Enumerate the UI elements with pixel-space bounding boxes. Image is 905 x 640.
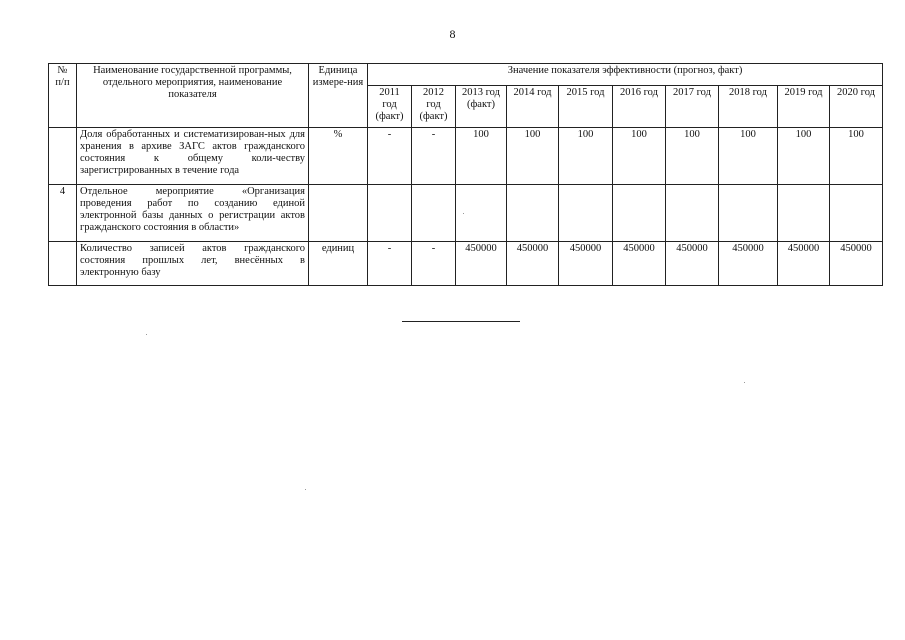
header-year: 2018 год	[719, 86, 778, 128]
row-num	[49, 242, 77, 286]
end-of-table-rule	[402, 321, 520, 322]
row-value: -	[412, 128, 456, 185]
row-value: 450000	[613, 242, 666, 286]
scan-speck	[305, 489, 306, 490]
row-value: 100	[559, 128, 613, 185]
row-value	[719, 185, 778, 242]
row-num	[49, 128, 77, 185]
row-value	[830, 185, 883, 242]
scan-speck	[463, 213, 464, 214]
row-value: -	[368, 128, 412, 185]
row-value: 450000	[719, 242, 778, 286]
row-value: 450000	[456, 242, 507, 286]
row-value	[507, 185, 559, 242]
row-unit	[309, 185, 368, 242]
scan-speck	[744, 382, 745, 383]
row-value: 100	[507, 128, 559, 185]
row-value: 450000	[559, 242, 613, 286]
header-year: 2017 год	[666, 86, 719, 128]
table-row	[49, 128, 883, 185]
row-value: 100	[666, 128, 719, 185]
indicator-table	[48, 63, 883, 286]
row-value: 450000	[666, 242, 719, 286]
header-year: 2016 год	[613, 86, 666, 128]
page-number: 8	[449, 27, 456, 41]
row-value: 450000	[507, 242, 559, 286]
row-value	[559, 185, 613, 242]
row-value: 450000	[830, 242, 883, 286]
row-name: Доля обработанных и систематизирован-ных для хранения в архиве ЗАГС актов гражданского состояния к общему коли-честву зарегистрированных в течение года	[77, 128, 309, 185]
row-name: Количество записей актов гражданского состояния прошлых лет, внесённых в электронную базу	[77, 242, 309, 286]
header-year: 2012 год (факт)	[412, 86, 456, 128]
row-value	[368, 185, 412, 242]
row-value: 100	[613, 128, 666, 185]
row-value: 100	[719, 128, 778, 185]
header-year: 2011 год (факт)	[368, 86, 412, 128]
header-num: № п/п	[49, 64, 77, 128]
header-year: 2014 год	[507, 86, 559, 128]
row-value: 450000	[778, 242, 830, 286]
header-year: 2020 год	[830, 86, 883, 128]
table-row	[49, 185, 883, 242]
header-year: 2019 год	[778, 86, 830, 128]
row-value: 100	[778, 128, 830, 185]
header-unit: Единица измере-ния	[309, 64, 368, 128]
row-value: -	[412, 242, 456, 286]
row-value: 100	[456, 128, 507, 185]
header-row	[49, 64, 883, 86]
row-value	[613, 185, 666, 242]
scan-speck	[146, 334, 147, 335]
row-value: -	[368, 242, 412, 286]
table-row	[49, 242, 883, 286]
row-num: 4	[49, 185, 77, 242]
row-value: 100	[830, 128, 883, 185]
header-values-group: Значение показателя эффективности (прогноз, факт)	[368, 64, 883, 86]
header-name: Наименование государственной программы, отдельного мероприятия, наименование показателя	[77, 64, 309, 128]
row-unit: %	[309, 128, 368, 185]
row-value	[778, 185, 830, 242]
header-year: 2015 год	[559, 86, 613, 128]
row-value	[666, 185, 719, 242]
row-value	[412, 185, 456, 242]
row-unit: единиц	[309, 242, 368, 286]
row-name: Отдельное мероприятие «Организация проведения работ по созданию единой электронной базы данных о регистрации актов гражданского состояния в области»	[77, 185, 309, 242]
header-year: 2013 год (факт)	[456, 86, 507, 128]
